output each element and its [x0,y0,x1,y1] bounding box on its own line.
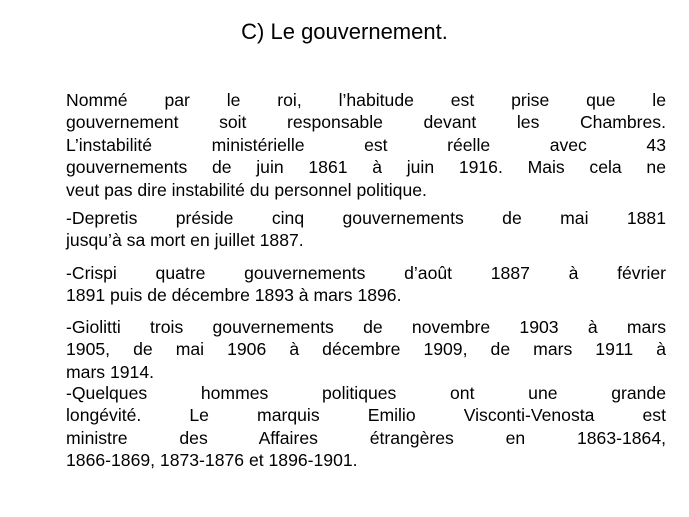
paragraph-line: gouvernement soit responsable devant les Chambres. [66,112,666,133]
paragraph-line: ministre des Affaires étrangères en 1863-1864, [66,427,666,448]
paragraph-line: jusqu’à sa mort en juillet 1887. [66,230,304,251]
slide-title: C) Le gouvernement. [241,19,448,44]
paragraph-depretis [66,207,666,252]
paragraph-line: gouvernements de juin 1861 à juin 1916. Mais cela ne [66,157,666,178]
paragraph-line: longévité. Le marquis Emilio Visconti-Venosta est [66,405,666,426]
paragraph-longevity [66,382,666,472]
paragraph-line: -Giolitti trois gouvernements de novembre 1903 à mars [66,317,666,337]
paragraph-line: Nommé par le roi, l’habitude est prise que le [66,90,666,110]
paragraph-line: 1905, de mai 1906 à décembre 1909, de mars 1911 à [66,339,666,360]
paragraph-line: -Quelques hommes politiques ont une grande [66,383,666,403]
paragraph-line: mars 1914. [66,361,155,382]
paragraph-line: 1866-1869, 1873-1876 et 1896-1901. [66,450,358,471]
paragraph-crispi [66,262,666,307]
paragraph-giolitti [66,316,666,383]
paragraph-line: -Crispi quatre gouvernements d’août 1887 à février [66,263,666,283]
paragraph-intro [66,89,666,201]
paragraph-line: 1891 puis de décembre 1893 à mars 1896. [66,285,402,306]
paragraph-line: L’instabilité ministérielle est réelle avec 43 [66,134,666,155]
paragraph-line: -Depretis préside cinq gouvernements de mai 1881 [66,208,666,228]
paragraph-line: veut pas dire instabilité du personnel politique. [66,179,427,200]
